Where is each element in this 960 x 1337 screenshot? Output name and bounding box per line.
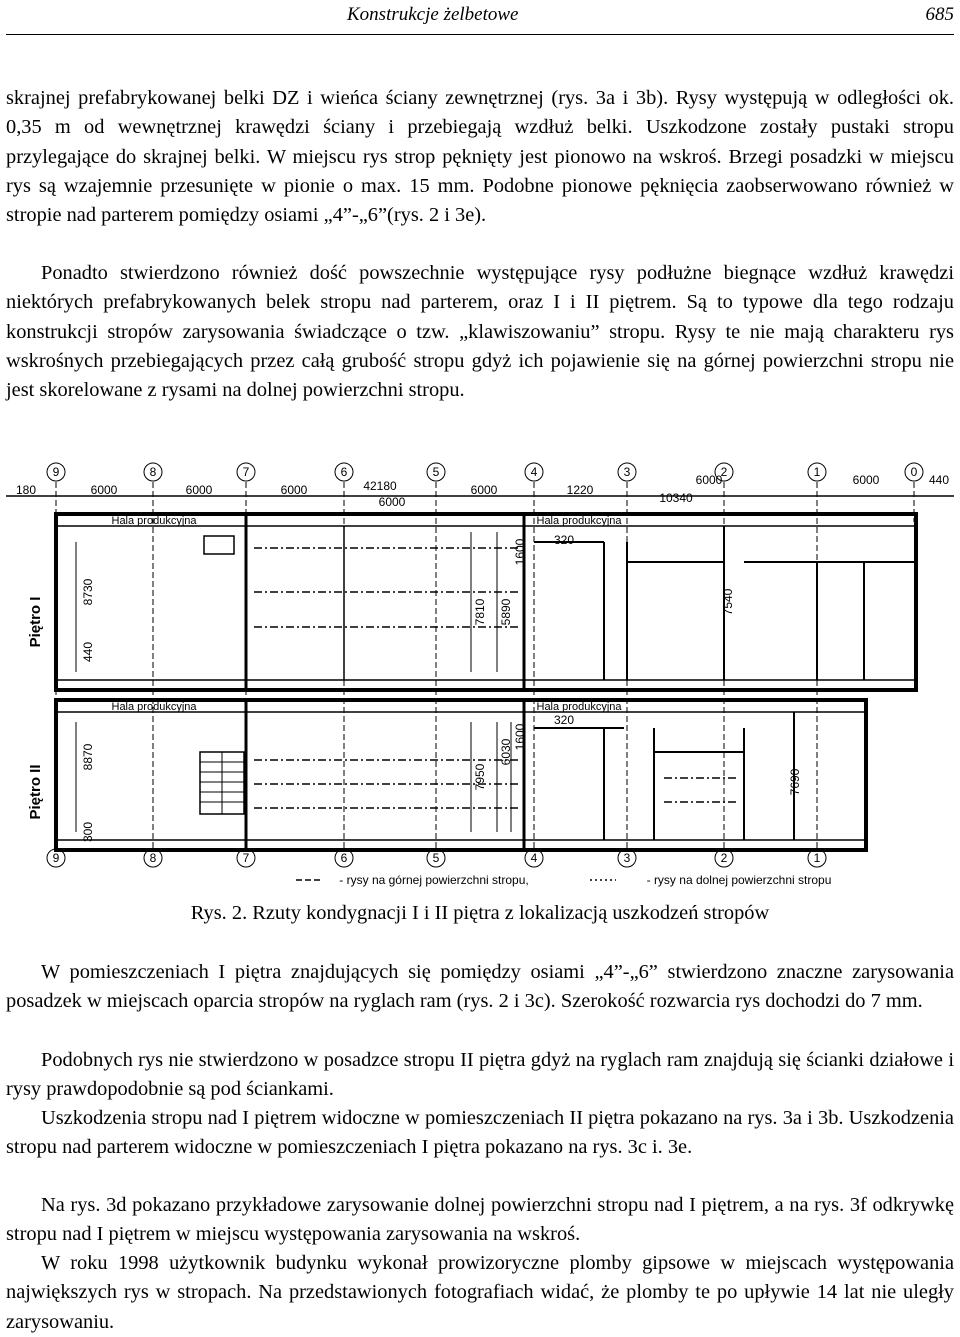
- dimension-label: 5890: [499, 598, 513, 626]
- room-label: Hala produkcyjna: [536, 701, 622, 713]
- dimension-label: 6000: [378, 495, 406, 509]
- axis-label: 7: [242, 465, 250, 479]
- axis-label: 2: [720, 465, 728, 479]
- axis-label: 3: [623, 465, 631, 479]
- dimension-label: 8870: [81, 743, 95, 771]
- room-label: Hala produkcyjna: [111, 515, 197, 527]
- axis-label: 6: [340, 851, 348, 865]
- paragraph-top-2: Ponadto stwierdzono również dość powszechnie występujące rysy podłużne biegnące wzdłuż krawędzi niektórych prefabrykowanych belek stropu nad parterem, oraz I i II piętrem. Są to typowe dla tego rodzaju konstrukcji stropów zarysowania świadczące o tzw. „klawiszowaniu” stropu. Rysy te nie mają charakteru rys wskrośnych przebiegających przez całą grubość stropu gdyż ich pojawienie się na górnej powierzchni stropu nie jest skorelowane z rysami na dolnej powierzchni stropu.: [6, 262, 954, 402]
- axis-label: 4: [530, 851, 538, 865]
- paragraph-bottom-1: W pomieszczeniach I piętra znajdujących się pomiędzy osiami „4”-„6” stwierdzono znaczne zarysowania posadzek w miejscach oparcia stropów na ryglach ram (rys. 2 i 3c). Szerokość rozwarcia rys dochodzi do 7 mm.: [6, 961, 954, 1013]
- floor-label-1: Piętro I: [27, 596, 44, 648]
- page-number: 685: [925, 4, 954, 25]
- axis-label: 8: [149, 465, 157, 479]
- dimension-label: 10340: [659, 491, 693, 505]
- axis-label: 2: [720, 851, 728, 865]
- dimension-label: 7810: [473, 598, 487, 626]
- dimension-label: 6000: [185, 483, 213, 497]
- dimension-label: 320: [553, 713, 575, 727]
- axis-label: 7: [242, 851, 250, 865]
- paragraph-bottom-3: Uszkodzenia stropu nad I piętrem widoczne w pomieszczeniach II piętra pokazano na rys. 3a i 3b. Uszkodzenia stropu nad parterem widoczne w pomieszczeniach I piętra pokazano na rys. 3c i. 3e.: [6, 1107, 954, 1159]
- dimension-label: 320: [553, 533, 575, 547]
- axis-label: 3: [623, 851, 631, 865]
- axis-label: 8: [149, 851, 157, 865]
- dimension-label: 7540: [721, 588, 735, 616]
- dimension-label: 180: [15, 483, 37, 497]
- dimension-label: 6000: [695, 473, 723, 487]
- running-title: Konstrukcje żelbetowe: [347, 4, 519, 25]
- axis-label: 4: [530, 465, 538, 479]
- paragraph-bottom-2: Podobnych rys nie stwierdzono w posadzce stropu II piętra gdyż na ryglach ram znajdują się ścianki działowe i rysy prawdopodobnie są pod ściankami.: [6, 1049, 954, 1101]
- dimension-label: 6000: [470, 483, 498, 497]
- running-header: [6, 0, 954, 35]
- axis-label: 1: [813, 465, 821, 479]
- paragraph-bottom-4: Na rys. 3d pokazano przykładowe zarysowanie dolnej powierzchni stropu nad I piętrem, a na rys. 3f odkrywkę stropu nad I piętrem w miejscu występowania zarysowania na wskroś.: [6, 1194, 954, 1246]
- axis-label: 6: [340, 465, 348, 479]
- floor-plan-figure: [4, 462, 956, 894]
- dimension-label: 8730: [81, 578, 95, 606]
- dimension-label: 7950: [473, 763, 487, 791]
- dimension-label: 42180: [363, 479, 397, 493]
- floor-label-2: Piętro II: [27, 764, 44, 820]
- dimension-label: 6000: [280, 483, 308, 497]
- dimension-label: 6000: [90, 483, 118, 497]
- figure-caption: Rys. 2. Rzuty kondygnacji I i II piętra z lokalizacją uszkodzeń stropów: [190, 902, 770, 924]
- axis-label: 9: [52, 465, 60, 479]
- axis-label: 9: [52, 851, 60, 865]
- dimension-label: 6000: [852, 473, 880, 487]
- room-label: Hala produkcyjna: [111, 701, 197, 713]
- room-label: Hala produkcyjna: [536, 515, 622, 527]
- dimension-label: 440: [81, 641, 95, 663]
- axis-label: 0: [910, 465, 918, 479]
- axis-label: 5: [432, 465, 440, 479]
- dimension-label: 1220: [566, 483, 594, 497]
- paragraph-top-1: skrajnej prefabrykowanej belki DZ i wieńca ściany zewnętrznej (rys. 3a i 3b). Rysy występują w odległości ok. 0,35 m od wewnętrznej krawędzi ściany i przebiegają wzdłuż belki. Uszkodzone zostały pustaki stropu przylegające do skrajnej belki. W miejscu rys strop pęknięty jest pionowo na wskroś. Brzegi posadzki w miejscu rys są wzajemnie przesunięte w pionie o max. 15 mm. Podobne pionowe pęknięcia zaobserwowano również w stropie nad parterem pomiędzy osiami „4”-„6”(rys. 2 i 3e).: [6, 87, 954, 227]
- axis-label: 5: [432, 851, 440, 865]
- dimension-label: 7690: [788, 768, 802, 796]
- dimension-label: 300: [81, 821, 95, 843]
- dimension-label: 1600: [513, 723, 527, 751]
- legend-lower-cracks: - rysy na dolnej powierzchni stropu: [646, 873, 832, 887]
- dimension-label: 6030: [499, 738, 513, 766]
- paragraph-bottom-5: W roku 1998 użytkownik budynku wykonał prowizoryczne plomby gipsowe w miejscach występowania największych rys w stropach. Na przedstawionych fotografiach widać, że plomby te po upływie 14 lat nie uległy zarysowaniu.: [6, 1252, 954, 1333]
- axis-label: 1: [813, 851, 821, 865]
- legend-upper-cracks: - rysy na górnej powierzchni stropu,: [339, 873, 529, 887]
- dimension-label: 440: [928, 473, 950, 487]
- dimension-label: 1600: [513, 538, 527, 566]
